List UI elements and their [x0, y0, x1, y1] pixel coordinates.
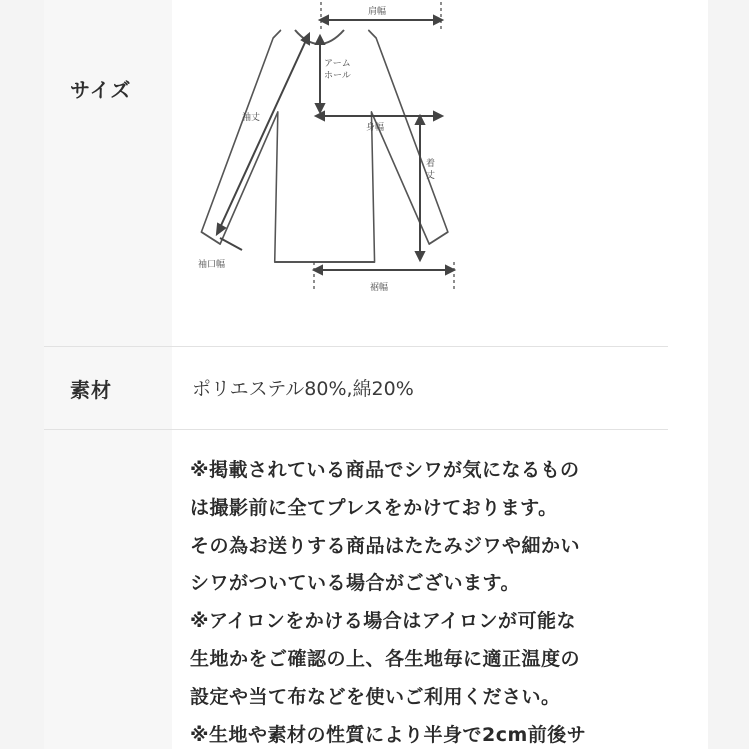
note-line: その為お送りする商品はたたみジワや細かい	[190, 534, 581, 557]
armhole-label-1: アーム	[324, 59, 351, 69]
note-line: 生地かをご確認の上、各生地毎に適正温度の	[190, 647, 581, 670]
length-label-1: 着	[426, 159, 436, 169]
cuff-width-arrow	[220, 238, 242, 250]
size-diagram	[190, 0, 480, 300]
note-line: ※掲載されている商品でシワが気になるもの	[190, 459, 580, 481]
note-line: シワがついている場合がございます。	[190, 572, 520, 595]
note-line: は撮影前に全てプレスをかけております。	[190, 496, 558, 519]
row-divider	[44, 346, 668, 347]
hem-width-label: 裾幅	[370, 283, 389, 293]
material-value: ポリエステル80%,綿20%	[192, 378, 414, 400]
note-line: ※アイロンをかける場合はアイロンが可能な	[190, 610, 577, 633]
cuff-width-label: 袖口幅	[198, 260, 226, 270]
armhole-arrow	[316, 36, 324, 112]
left-margin	[0, 0, 44, 749]
size-label-cell	[44, 0, 172, 346]
care-notes	[190, 452, 660, 754]
body-width-arrow	[316, 112, 442, 120]
note-line: ※生地や素材の性質により半身で2cm前後サ	[190, 723, 587, 746]
right-margin	[708, 0, 749, 749]
notes-label-cell	[44, 430, 172, 749]
armhole-label-2: ホール	[324, 71, 351, 81]
shoulder-label: 肩幅	[368, 7, 387, 17]
note-line: 設定や当て布などを使いご利用ください。	[190, 685, 561, 708]
body-width-label: 身幅	[366, 123, 385, 133]
material-label: 素材	[70, 378, 112, 402]
length-arrow	[416, 116, 424, 260]
row-divider	[44, 429, 668, 430]
size-label: サイズ	[70, 78, 132, 102]
sleeve-length-label: 袖丈	[242, 113, 261, 123]
length-label-2: 丈	[426, 171, 436, 181]
